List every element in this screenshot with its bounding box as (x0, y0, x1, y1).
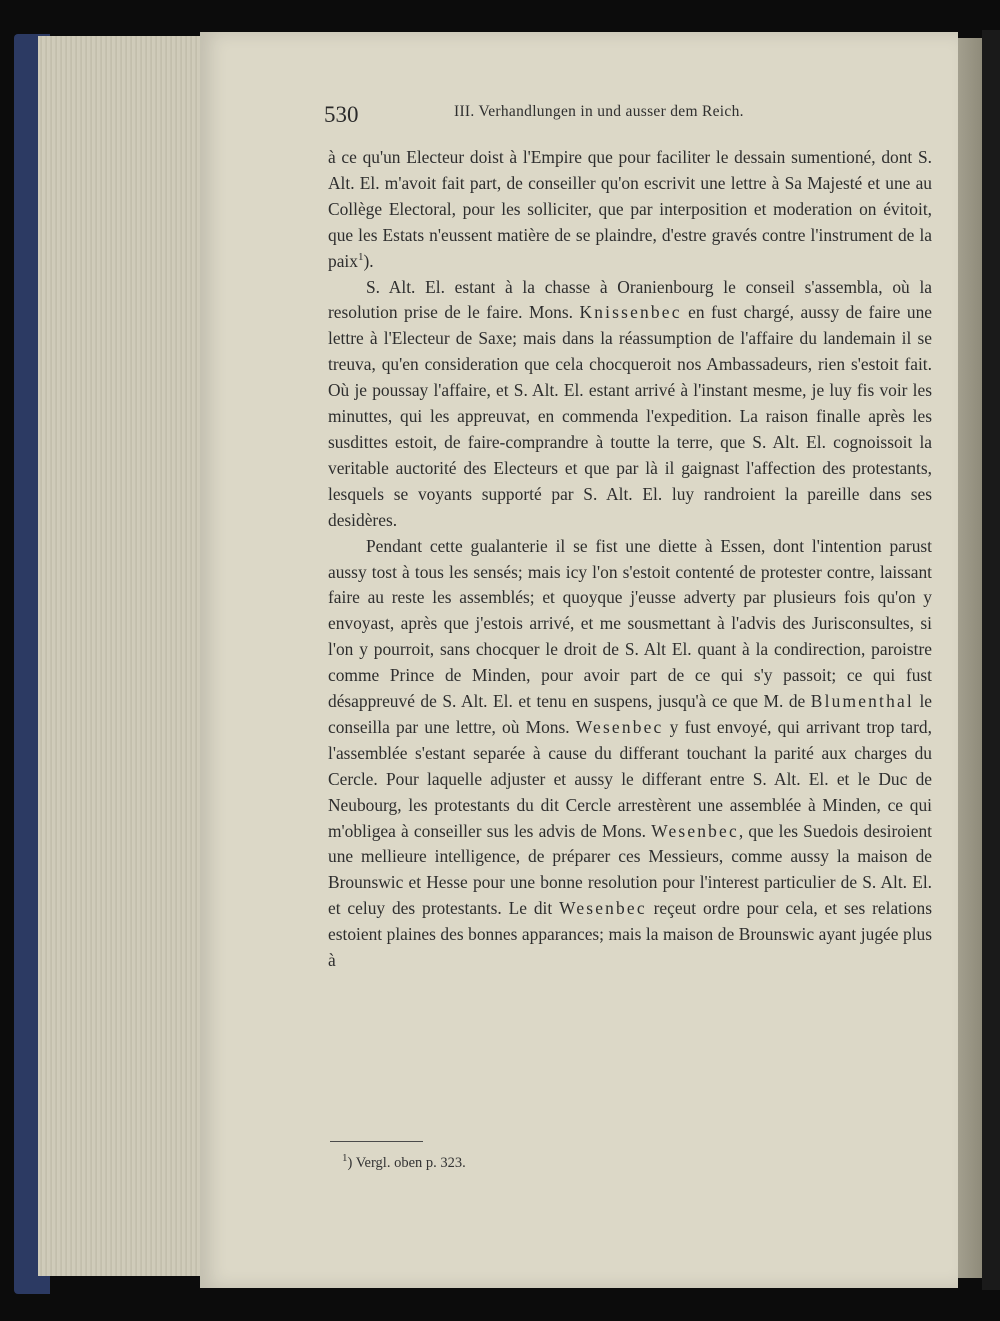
page-header (320, 102, 932, 132)
footnote-reference: 1 (357, 250, 364, 263)
page-number: 530 (324, 102, 359, 127)
person-name: Wesenbec (651, 820, 739, 841)
paragraph-3 (328, 534, 932, 974)
footnote-text: ) Vergl. oben p. 323. (347, 1155, 466, 1171)
paragraph-1 (328, 145, 932, 275)
facing-page-edge (958, 38, 982, 1278)
paragraph-1-text: à ce qu'un Electeur doist à l'Empire que pour faciliter le dessain sumentioné, dont S. Alt. El. m'avoit fait part, de conseiller qu'on escrivit une lettre à Sa Majesté et une au Collège Electoral, pour les solliciter, que par interposition et moderation on évitoit, que les Estats n'eussent matière de se plaindre, d'estre gravés contre l'instrument de la paix (328, 147, 932, 271)
footnote (342, 1152, 466, 1172)
paragraph-1-end: ). (363, 250, 374, 271)
paragraph-2-text: S. Alt. El. estant à la chasse à Oranienbourg le conseil s'assembla, où la resolution prise de le faire. Mons. (328, 276, 932, 323)
paragraph-3-text-continued: y fust envoyé, qui arrivant trop tard, l'assemblée s'estant separée à cause du differant touchant la parité aux charges du Cercle. Pour laquelle adjuster et aussy le differant entre S. Alt. El. et le Duc de Neubourg, les protestants du dit Cercle arrestèrent une assemblée à Minden, ce qui m'obligea à conseiller sus les advis de Mons. (328, 716, 932, 841)
page-block-edges (38, 36, 206, 1276)
person-name: Wesenbec (559, 898, 647, 919)
footnote-divider (330, 1141, 423, 1142)
paragraph-3-text-continued: reçeut ordre pour cela, et ses relations estoient plaines des bonnes apparances; mais la maison de Brounswic ayant jugée plus à (328, 898, 933, 971)
person-name: Knissenbec (579, 302, 682, 323)
paragraph-3-text-continued: le conseilla par une lettre, où Mons. (328, 691, 932, 737)
person-name: Wesenbec (575, 716, 664, 737)
paragraph-3-text: Pendant cette gualanterie il se fist une diette à Essen, dont l'intention parust aussy tost à tous les sensés; mais icy l'on s'estoit contenté de protester contre, laissant faire au reste les assemblés; et quoyque j'eusse adverty par plusieurs fois qu'on y envoyast, après que j'estois arrivé, et me sousmettant à l'advis des Jurisconsultes, si l'on y pourroit, sans chocquer le droit de S. Alt El. quant à la condirection, paroistre comme Prince de Minden, pour avoir part de ce qui s'y passoit; ce qui fust désappreuvé de S. Alt. El. et tenu en suspens, jusqu'à ce que M. de (328, 535, 932, 712)
person-name: Blumenthal (810, 691, 914, 712)
paragraph-2-text-continued: en fust chargé, aussy de faire une lettre à l'Electeur de Saxe; mais dans la réassumption de l'affaire du landemain il se treuva, qu'en consideration que cela chocqueroit nos Ambassadeurs, rien s'estoit fait. Où je poussay l'affaire, et S. Alt. El. estant arrivé à l'instant mesme, je luy fis voir les minuttes, qui les appreuvat, en commenda l'expedition. La raison finalle après les susdittes estoit, de faire-comprandre à toutte la terre, que S. Alt. El. cognoissoit la veritable auctorité des Electeurs et que par là il gaignast l'affection des protestants, lesquels se voyants supporté par S. Alt. El. luy randroient la pareille dans ses desidères. (328, 302, 933, 530)
paragraph-2 (328, 275, 932, 534)
footnote-marker: 1 (342, 1152, 348, 1165)
paragraph-3-text-continued: , que les Suedois desiroient une mellieure intelligence, de préparer ces Messieurs, comme aussy la maison de Brounswic et Hesse pour une bonne resolution pour l'interest particulier de S. Alt. El. et celuy des protestants. Le dit (328, 820, 933, 919)
body-text (328, 145, 932, 974)
background-strip (982, 30, 1000, 1290)
running-title: III. Verhandlungen in und ausser dem Reich. (454, 103, 744, 120)
